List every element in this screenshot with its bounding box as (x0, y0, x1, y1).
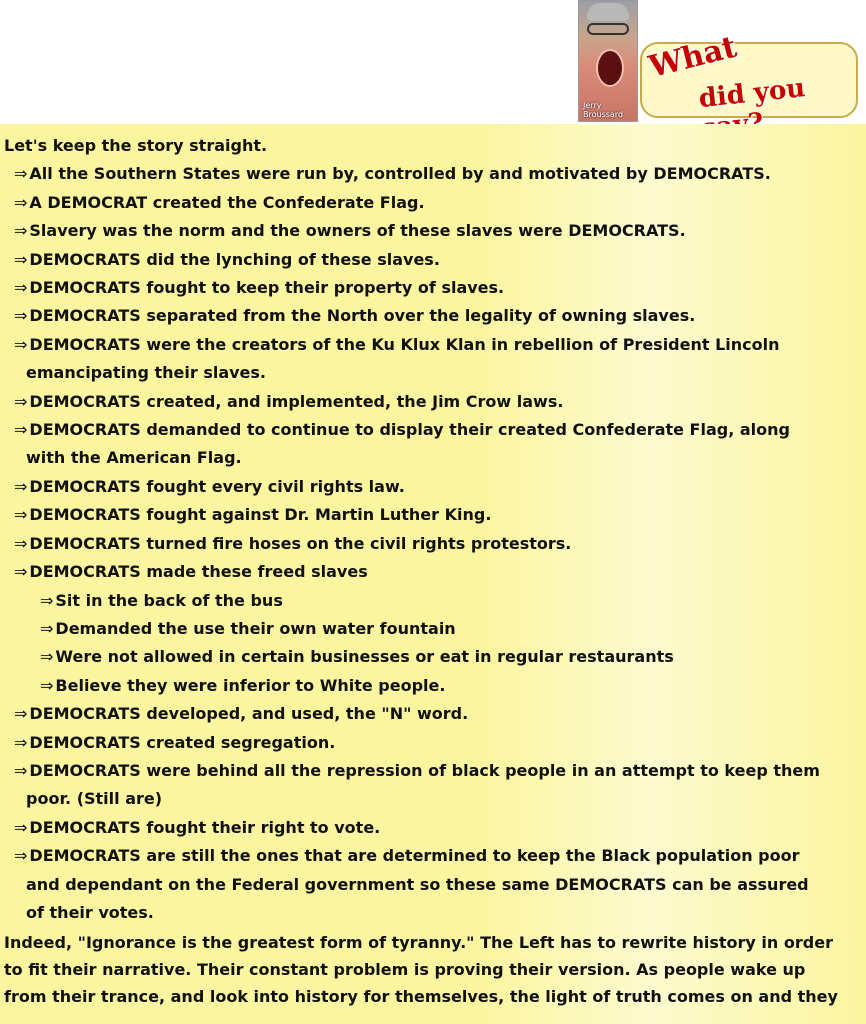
bullet-item (4, 530, 862, 558)
bullet-item (4, 757, 862, 814)
bullet-text: DEMOCRATS demanded to continue to display their created Confederate Flag, along (29, 420, 790, 440)
bullet-item (4, 700, 862, 728)
arrow-right-icon: ⇒ (14, 505, 28, 525)
bullet-text: All the Southern States were run by, controlled by and motivated by DEMOCRATS. (29, 164, 771, 184)
bullet-text: of their votes. (26, 902, 154, 922)
logo-words-did-you-say: did you (697, 73, 807, 115)
bullet-text: DEMOCRATS fought every civil rights law. (29, 476, 405, 496)
arrow-right-icon: ⇒ (14, 732, 28, 752)
bullet-item (4, 217, 862, 245)
bullet-text: with the American Flag. (26, 448, 242, 468)
bullet-text: DEMOCRATS fought against Dr. Martin Luther King. (29, 505, 492, 525)
bullet-text: Demanded the use their own water fountain (55, 618, 456, 638)
arrow-right-icon: ⇒ (14, 760, 28, 780)
sub-bullet-item (4, 643, 862, 671)
closing-line: to fit their narrative. Their constant problem is proving their version. As people wake up (4, 960, 806, 980)
photo-glasses (587, 23, 629, 35)
photo-hair (587, 3, 629, 21)
bullet-item (4, 302, 862, 330)
bullet-item (4, 473, 862, 501)
closing-line: from their trance, and look into history for themselves, the light of truth comes on and they (4, 987, 838, 1007)
arrow-right-icon: ⇒ (14, 221, 28, 241)
arrow-right-icon: ⇒ (14, 306, 28, 326)
arrow-right-icon: ⇒ (40, 675, 54, 695)
bullet-item (4, 501, 862, 529)
bullet-text: DEMOCRATS fought to keep their property of slaves. (29, 278, 505, 298)
bullet-text: Believe they were inferior to White people. (55, 675, 446, 695)
sub-bullet-item (4, 587, 862, 615)
what-did-you-say-logo (640, 29, 858, 118)
sub-bullet-item (4, 672, 862, 700)
arrow-right-icon: ⇒ (14, 846, 28, 866)
closing-line: Indeed, "Ignorance is the greatest form of tyranny." The Left has to rewrite history in order (4, 933, 833, 953)
bullet-text: DEMOCRATS made these freed slaves (29, 562, 368, 582)
arrow-right-icon: ⇒ (40, 618, 54, 638)
arrow-right-icon: ⇒ (14, 562, 28, 582)
bullet-text: Slavery was the norm and the owners of these slaves were DEMOCRATS. (29, 221, 686, 241)
article-text (4, 132, 862, 1010)
photo-mouth (596, 49, 624, 87)
bullet-text: Were not allowed in certain businesses or eat in regular restaurants (55, 647, 674, 667)
logo-word-what: What (645, 29, 741, 85)
bullet-item (4, 331, 862, 388)
author-photo (578, 0, 638, 122)
bullet-item (4, 160, 862, 188)
bullet-text: DEMOCRATS were behind all the repression of black people in an attempt to keep them (29, 760, 820, 780)
bullet-text: DEMOCRATS were the creators of the Ku Klux Klan in rebellion of President Lincoln (29, 334, 780, 354)
photo-caption: Jerry Broussard (583, 101, 624, 119)
arrow-right-icon: ⇒ (14, 192, 28, 212)
bullet-item (4, 274, 862, 302)
bullet-text: DEMOCRATS did the lynching of these slaves. (29, 249, 440, 269)
arrow-right-icon: ⇒ (14, 278, 28, 298)
sub-bullet-item (4, 615, 862, 643)
arrow-right-icon: ⇒ (14, 249, 28, 269)
bullet-item (4, 388, 862, 416)
arrow-right-icon: ⇒ (14, 817, 28, 837)
bullet-text: DEMOCRATS created segregation. (29, 732, 336, 752)
header (0, 0, 866, 124)
bullet-text: poor. (Still are) (26, 789, 163, 809)
bullet-text: and dependant on the Federal government so these same DEMOCRATS can be assured (26, 874, 809, 894)
bullet-list (4, 160, 862, 927)
intro-line: Let's keep the story straight. (4, 136, 268, 155)
bullet-item (4, 416, 862, 473)
bullet-text: DEMOCRATS fought their right to vote. (29, 817, 381, 837)
arrow-right-icon: ⇒ (14, 391, 28, 411)
arrow-right-icon: ⇒ (14, 704, 28, 724)
bullet-text: DEMOCRATS developed, and used, the "N" word. (29, 704, 469, 724)
arrow-right-icon: ⇒ (40, 590, 54, 610)
bullet-item (4, 729, 862, 757)
arrow-right-icon: ⇒ (40, 647, 54, 667)
bullet-item (4, 558, 862, 586)
closing-paragraph (4, 929, 862, 1010)
bullet-text: DEMOCRATS created, and implemented, the Jim Crow laws. (29, 391, 564, 411)
arrow-right-icon: ⇒ (14, 164, 28, 184)
bullet-text: DEMOCRATS are still the ones that are determined to keep the Black population poor (29, 846, 800, 866)
bullet-text: DEMOCRATS turned fire hoses on the civil rights protestors. (29, 533, 572, 553)
article-body (0, 124, 866, 1024)
arrow-right-icon: ⇒ (14, 420, 28, 440)
arrow-right-icon: ⇒ (14, 476, 28, 496)
bullet-item (4, 246, 862, 274)
arrow-right-icon: ⇒ (14, 533, 28, 553)
bullet-text: emancipating their slaves. (26, 363, 266, 383)
arrow-right-icon: ⇒ (14, 334, 28, 354)
bullet-item (4, 814, 862, 842)
bullet-item (4, 842, 862, 927)
bullet-text: Sit in the back of the bus (55, 590, 283, 610)
bullet-text: A DEMOCRAT created the Confederate Flag. (29, 192, 425, 212)
bullet-item (4, 189, 862, 217)
bullet-text: DEMOCRATS separated from the North over the legality of owning slaves. (29, 306, 696, 326)
